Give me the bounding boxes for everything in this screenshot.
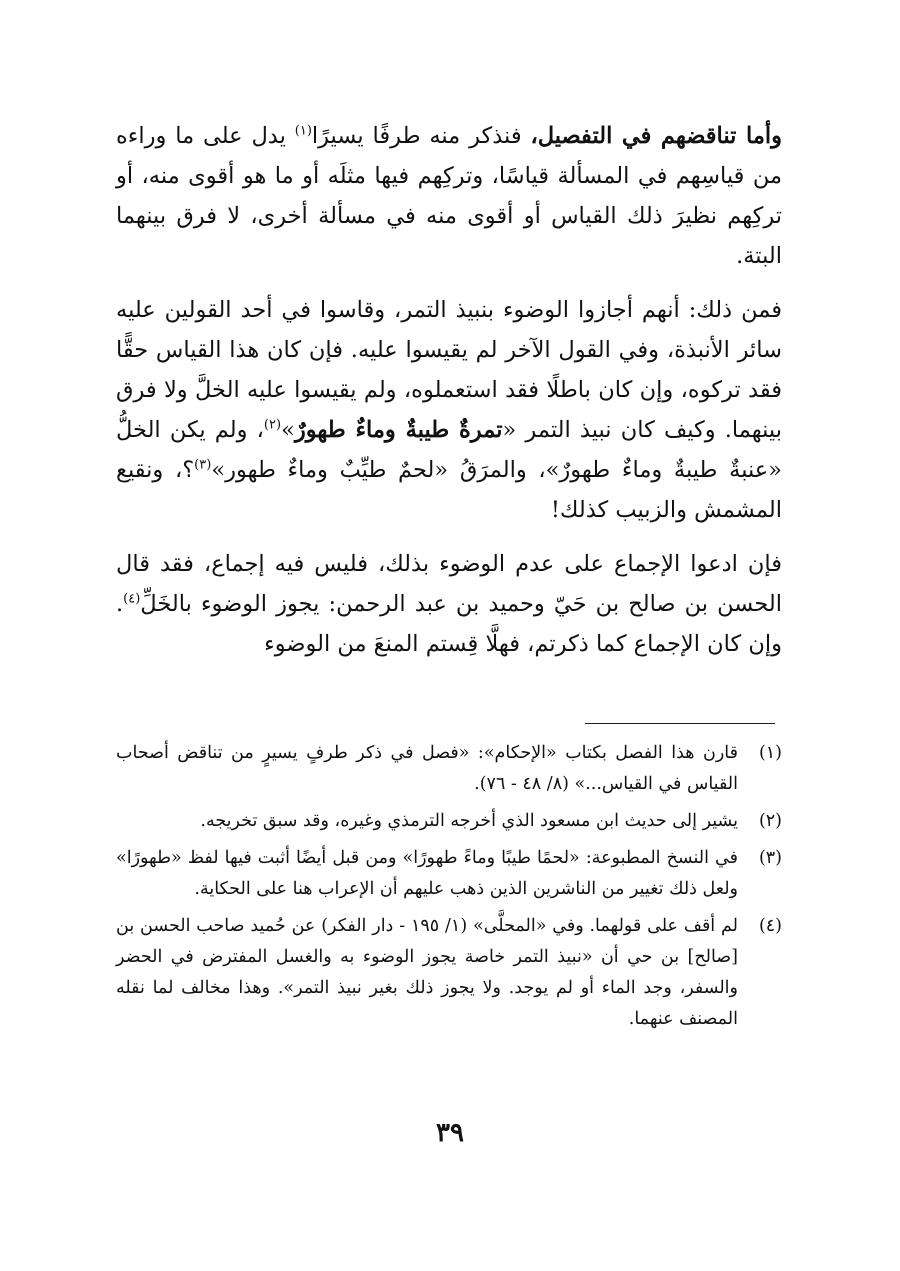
bold-lead: وأما تناقضهم في التفصيل، [530,123,783,149]
footnote-text: يشير إلى حديث ابن مسعود الذي أخرجه الترمذي وغيره، وقد سبق تخريجه. [200,811,738,831]
footnotes [116,738,782,1041]
main-text [116,116,782,678]
footnote-text: لم أقف على قولهما. وفي «المحلَّى» (١/ ١٩٥ - دار الفكر) عن حُميد صاحب الحسن بن [صالح] بن حي أن «نبيذ التمر خاصة يجوز الوضوء به والغسل المفترض في الحضر والسفر، وجد الماء أو لم يوجد. ولا يجوز ذلك بغير نبيذ التمر». وهذا مخالف لما نقله المصنف عنهما. [116,916,738,1029]
footnote-ref[interactable]: (١) [294,123,312,139]
text-segment: فنذكر منه طرفًا يسيرًا [311,123,531,149]
footnote-number: (١) [758,743,782,763]
text-segment: ؟، ونقيع المشمش والزبيب كذلك! [116,457,782,523]
footnote-ref[interactable]: (٣) [194,457,212,473]
footnote-text: في النسخ المطبوعة: «لحمًا طيبًا وماءً طهورًا» ومن قبل أيضًا أثبت فيها لفظ «طهورًا» ولعل ذلك تغيير من الناشرين الذين ذهب عليهم أن الإعراب هنا على الحكاية. [116,848,738,899]
footnote-3 [116,843,782,905]
text-segment: يدل على ما وراءه من قياسِهم في المسألة قياسًا، وتركِهم فيها مثلَه أو ما هو أقوى منه، أو تركِهم نظيرَ ذلك القياس أو أقوى منه في مسألة أخرى، لا فرق بينهما البتة. [116,123,782,269]
text-segment: ، ولم يكن الخلُّ «عنبةٌ طيبةٌ وماءٌ طهورٌ»، والمرَقُ «لحمٌ طيِّبٌ وماءٌ طهور» [116,417,782,483]
text-segment: » [281,417,295,443]
footnote-ref[interactable]: (٤) [123,591,141,607]
footnote-number: (٣) [758,848,782,868]
paragraph-2 [116,290,782,530]
paragraph-3 [116,544,782,664]
page-number: ٣٩ [436,1118,464,1148]
text-segment: . وإن كان الإجماع كما ذكرتم، فهلَّا قِستم المنعَ من الوضوء [116,591,782,657]
footnote-number: (٤) [758,916,782,936]
quoted-bold-phrase: تمرةٌ طيبةٌ وماءٌ طهورٌ [294,417,503,443]
text-segment: فمن ذلك: أنهم أجازوا الوضوء بنبيذ التمر، وقاسوا في أحد القولين عليه سائر الأنبذة، وفي القول الآخر لم يقيسوا عليه. فإن كان هذا القياس حقًّا فقد تركوه، وإن كان باطلًا فقد استعملوه، ولم يقيسوا عليه الخلَّ ولا فرق بينهما. وكيف كان نبيذ التمر « [116,297,782,443]
paragraph-1 [116,116,782,276]
footnote-4 [116,911,782,1035]
text-segment: فإن ادعوا الإجماع على عدم الوضوء بذلك، فليس فيه إجماع، فقد قال الحسن بن صالح بن حَيّ وحميد بن عبد الرحمن: يجوز الوضوء بالخَلِّ [116,551,782,617]
footnote-1 [116,738,782,800]
footnote-separator [585,723,775,724]
footnote-2 [116,806,782,837]
footnote-text: قارن هذا الفصل بكتاب «الإحكام»: «فصل في ذكر طرفٍ يسيرٍ من تناقض أصحاب القياس في القياس...» (٨/ ٤٨ - ٧٦). [116,743,738,794]
footnote-number: (٢) [758,811,782,831]
footnote-ref[interactable]: (٢) [263,417,282,433]
